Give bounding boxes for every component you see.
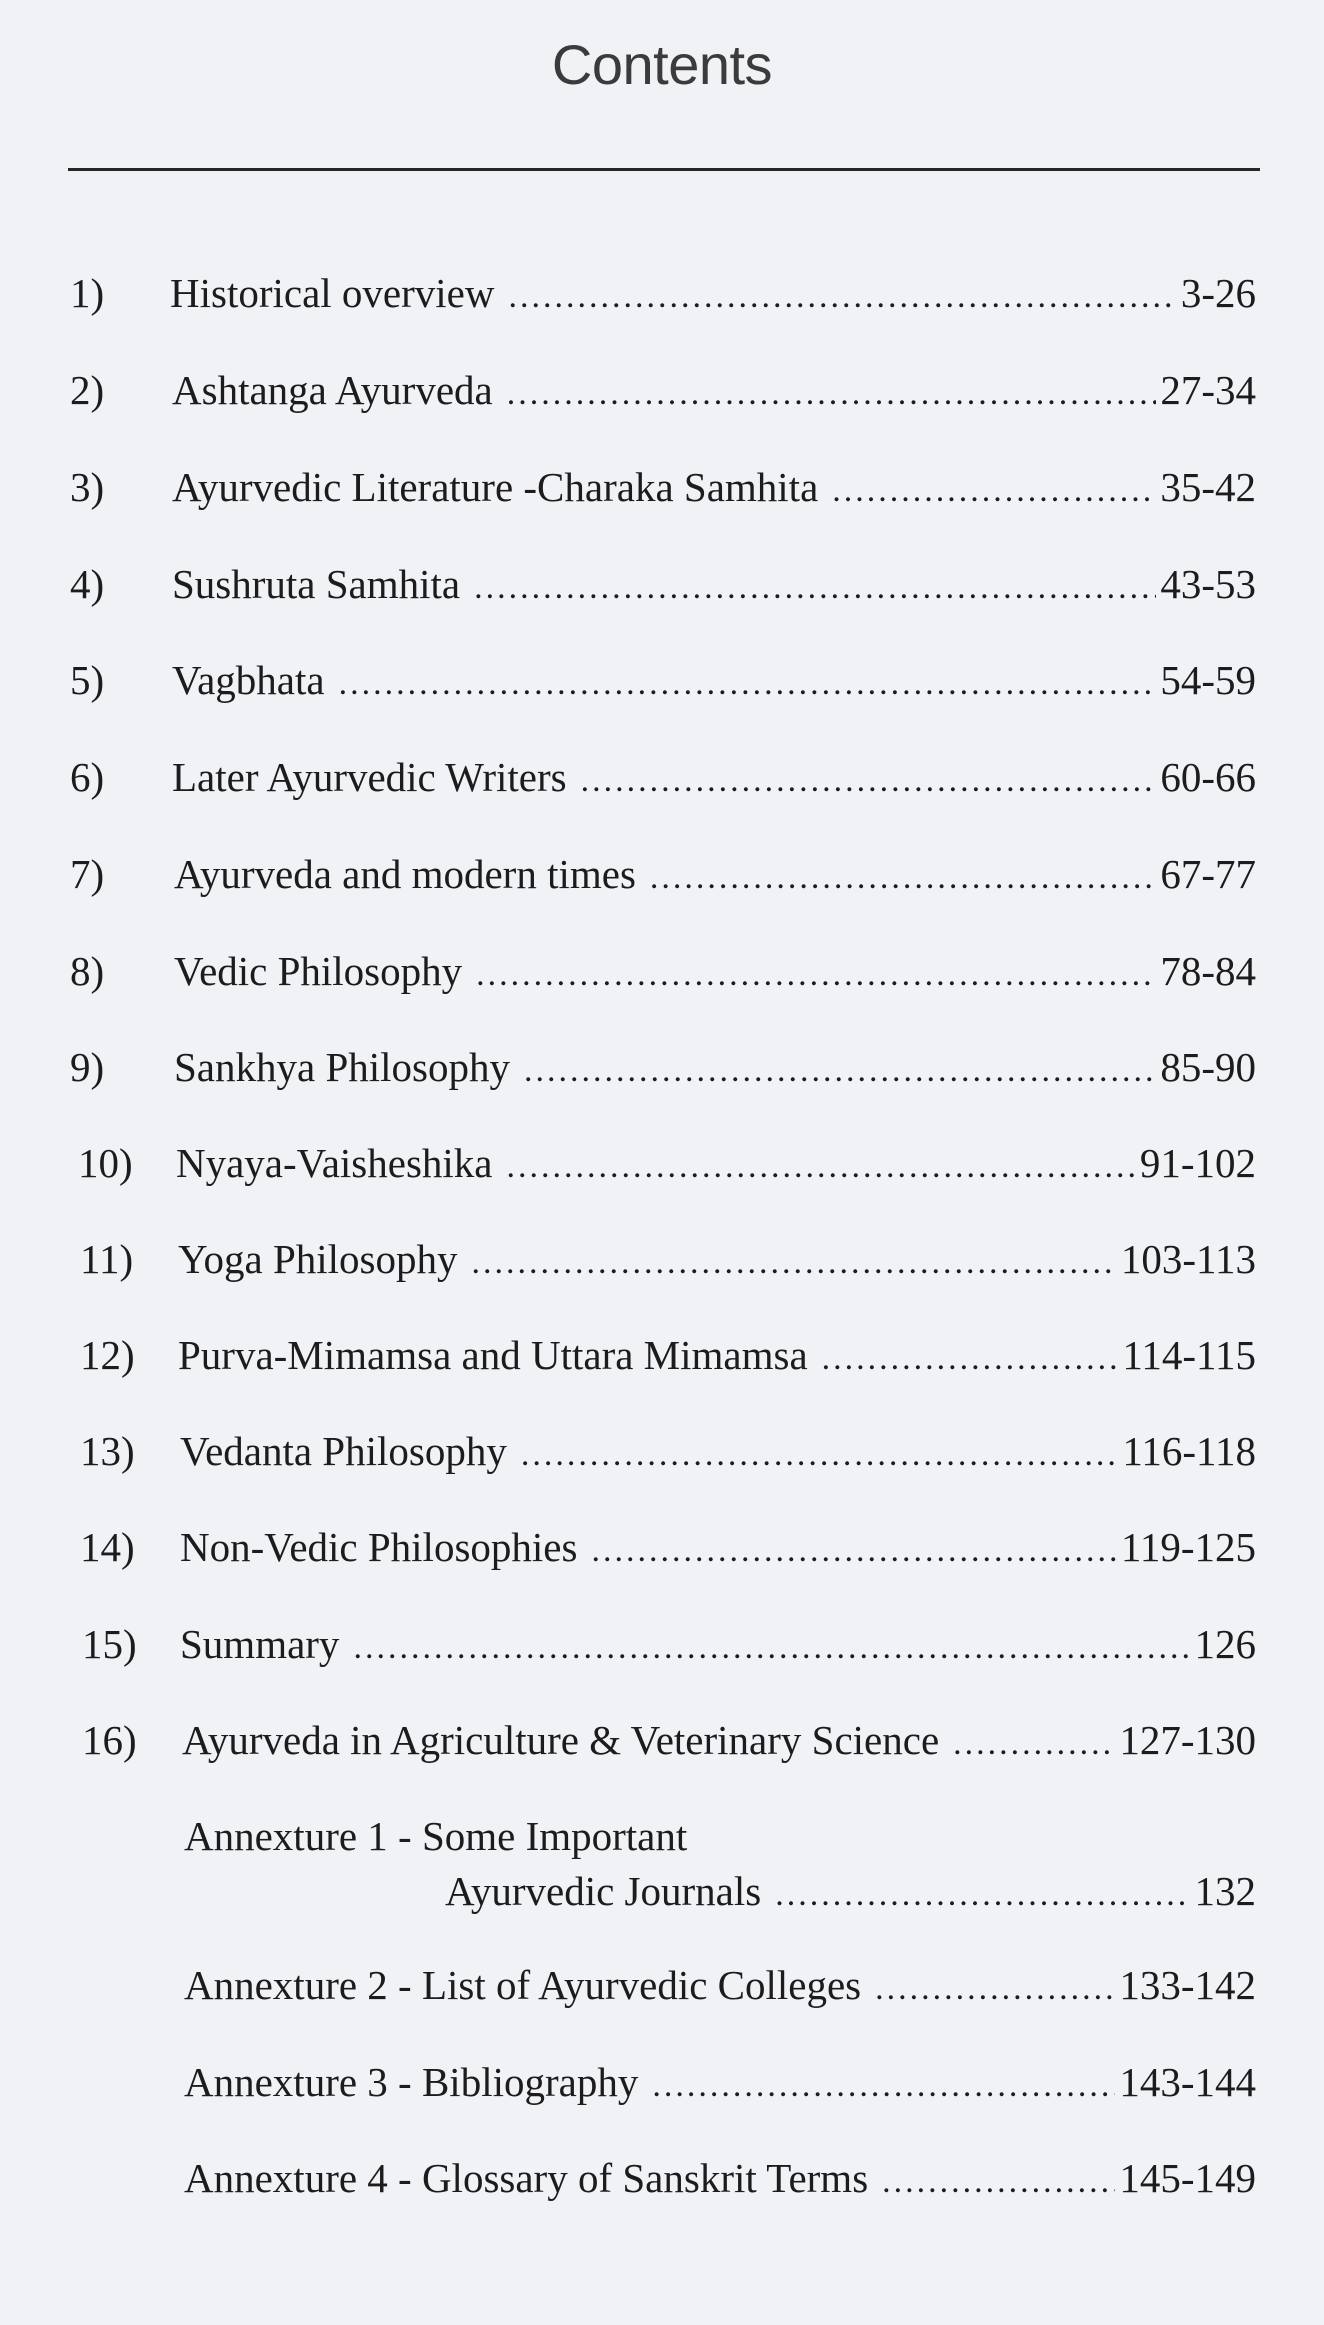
entry-title: Yoga Philosophy (178, 1236, 458, 1282)
entry-number: 10) (78, 1140, 133, 1186)
toc-entry-2 (0, 360, 1324, 420)
toc-entry-16 (0, 1710, 1324, 1770)
entry-pages: 67-77 (1160, 851, 1256, 897)
entry-title: Annexture 2 - List of Ayurvedic Colleges (184, 1962, 862, 2008)
entry-title: Sushruta Samhita (172, 561, 461, 607)
entry-title: Annexture 4 - Glossary of Sanskrit Terms (184, 2155, 869, 2201)
entry-number: 4) (70, 561, 105, 607)
dot-leader (472, 1233, 1117, 1293)
entry-number: 7) (70, 851, 105, 897)
entry-title: Sankhya Philosophy (174, 1044, 510, 1090)
entry-line (182, 1710, 1256, 1774)
toc-annexure-4 (0, 2148, 1324, 2208)
dot-leader (581, 751, 1157, 811)
dot-leader (882, 2152, 1115, 2212)
entry-line (174, 844, 1256, 908)
entry-title: Nyaya-Vaisheshika (176, 1140, 493, 1186)
entry-title: Summary (180, 1621, 340, 1667)
entry-pages: 126 (1194, 1621, 1256, 1667)
entry-line (184, 2052, 1256, 2116)
entry-number: 1) (70, 270, 105, 316)
dot-leader (953, 1714, 1115, 1774)
dot-leader (524, 1041, 1156, 1101)
toc-entry-1 (0, 263, 1324, 323)
entry-line (170, 263, 1256, 327)
entry-pages: 60-66 (1160, 754, 1256, 800)
toc-entry-7 (0, 844, 1324, 904)
dot-leader (591, 1521, 1116, 1581)
entry-line (445, 1861, 1256, 1925)
entry-line (178, 1325, 1256, 1389)
entry-line (184, 2148, 1256, 2212)
entry-title: Annexture 1 - Some Important (184, 1813, 688, 1859)
entry-line (172, 650, 1256, 714)
dot-leader (832, 461, 1156, 521)
entry-pages: 114-115 (1122, 1332, 1256, 1378)
entry-pages: 145-149 (1119, 2155, 1256, 2201)
entry-pages: 54-59 (1160, 657, 1256, 703)
toc-entry-9 (0, 1037, 1324, 1097)
entry-number: 9) (70, 1044, 105, 1090)
toc-entry-13 (0, 1421, 1324, 1481)
entry-number: 5) (70, 657, 105, 703)
entry-number: 16) (82, 1717, 137, 1763)
entry-pages: 116-118 (1122, 1428, 1256, 1474)
toc-entry-4 (0, 554, 1324, 614)
entry-number: 2) (70, 367, 105, 413)
entry-pages: 85-90 (1160, 1044, 1256, 1090)
toc-annexure-1 (0, 1861, 1324, 1921)
entry-title: Annexture 3 - Bibliography (184, 2059, 639, 2105)
entry-title: Ashtanga Ayurveda (172, 367, 493, 413)
entry-title: Ayurvedic Literature -Charaka Samhita (172, 464, 819, 510)
entry-title: Purva-Mimamsa and Uttara Mimamsa (178, 1332, 808, 1378)
entry-pages: 43-53 (1160, 561, 1256, 607)
entry-line (174, 1037, 1256, 1101)
dot-leader (476, 945, 1156, 1005)
entry-number: 12) (80, 1332, 135, 1378)
entry-pages: 103-113 (1120, 1236, 1256, 1282)
entry-number: 15) (82, 1621, 137, 1667)
entry-line (180, 1517, 1256, 1581)
dot-leader (521, 1425, 1119, 1485)
entry-title: Ayurvedic Journals (445, 1868, 762, 1914)
page-title: Contents (551, 33, 773, 96)
entry-line (184, 1955, 1256, 2019)
entry-line (172, 554, 1256, 618)
entry-title: Vedanta Philosophy (180, 1428, 507, 1474)
entry-number: 11) (80, 1236, 134, 1282)
entry-title: Non-Vedic Philosophies (180, 1524, 578, 1570)
entry-pages: 127-130 (1119, 1717, 1256, 1763)
toc-entry-5 (0, 650, 1324, 710)
entry-number: 13) (80, 1428, 135, 1474)
toc-entry-14 (0, 1517, 1324, 1577)
title-divider (68, 168, 1260, 171)
entry-line (180, 1614, 1256, 1678)
dot-leader (822, 1329, 1119, 1389)
entry-pages: 27-34 (1160, 367, 1256, 413)
entry-pages: 78-84 (1160, 948, 1256, 994)
entry-pages: 132 (1194, 1868, 1256, 1914)
toc-entry-6 (0, 747, 1324, 807)
dot-leader (507, 364, 1157, 424)
annexure-1-heading (0, 1806, 1324, 1866)
toc-entry-3 (0, 457, 1324, 517)
entry-pages: 35-42 (1160, 464, 1256, 510)
toc-annexure-3 (0, 2052, 1324, 2112)
toc-entry-12 (0, 1325, 1324, 1385)
dot-leader (353, 1618, 1190, 1678)
dot-leader (507, 1137, 1136, 1197)
entry-line (174, 941, 1256, 1005)
entry-pages: 133-142 (1119, 1962, 1256, 2008)
toc-entry-15 (0, 1614, 1324, 1674)
dot-leader (474, 558, 1156, 618)
entry-title: Ayurveda and modern times (174, 851, 636, 897)
entry-line (172, 457, 1256, 521)
entry-pages: 3-26 (1180, 270, 1256, 316)
entry-line (172, 360, 1256, 424)
entry-pages: 143-144 (1119, 2059, 1256, 2105)
entry-number: 8) (70, 948, 105, 994)
toc-entry-8 (0, 941, 1324, 1001)
dot-leader (650, 848, 1156, 908)
entry-number: 3) (70, 464, 105, 510)
entry-line (180, 1421, 1256, 1485)
dot-leader (652, 2056, 1115, 2116)
entry-pages: 119-125 (1120, 1524, 1256, 1570)
entry-number: 14) (80, 1524, 135, 1570)
entry-number: 6) (70, 754, 105, 800)
entry-title: Later Ayurvedic Writers (172, 754, 567, 800)
dot-leader (508, 267, 1176, 327)
entry-title: Historical overview (170, 270, 495, 316)
toc-annexure-2 (0, 1955, 1324, 2015)
entry-line (178, 1229, 1256, 1293)
entry-title: Vagbhata (172, 657, 325, 703)
entry-title: Vedic Philosophy (174, 948, 463, 994)
entry-line (172, 747, 1256, 811)
entry-line (176, 1133, 1256, 1197)
entry-pages: 91-102 (1139, 1140, 1256, 1186)
dot-leader (875, 1959, 1115, 2019)
entry-title: Ayurveda in Agriculture & Veterinary Science (182, 1717, 940, 1763)
dot-leader (775, 1865, 1190, 1925)
toc-entry-11 (0, 1229, 1324, 1289)
toc-entry-10 (0, 1133, 1324, 1193)
dot-leader (339, 654, 1157, 714)
